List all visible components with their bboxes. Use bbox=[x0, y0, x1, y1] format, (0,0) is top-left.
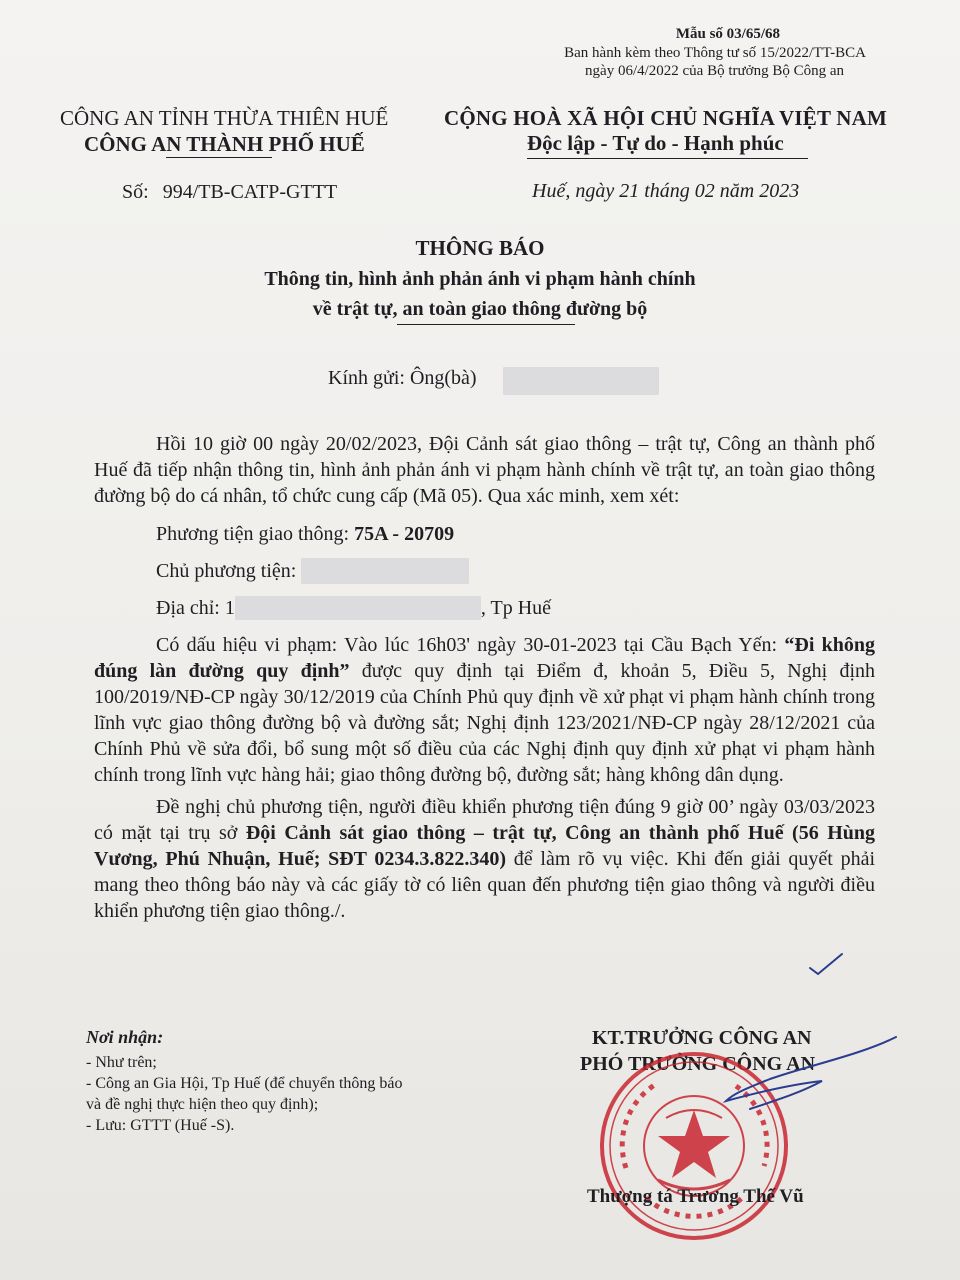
request-detail: để làm rõ vụ việc. Khi đến giải quyết phải mang theo thông báo này và các giấy tờ có liên quan đến phương tiện giao thông và người điều khiển phương tiện giao thông./. bbox=[94, 848, 876, 922]
recipient-item: - Công an Gia Hội, Tp Huế (để chuyển thông báo bbox=[86, 1075, 403, 1092]
motto-underline bbox=[527, 158, 808, 159]
address-line bbox=[94, 595, 875, 621]
recipient-item: - Như trên; bbox=[86, 1054, 157, 1071]
national-motto: Độc lập - Tự do - Hạnh phúc bbox=[527, 131, 784, 155]
request-place: Đội Cảnh sát giao thông – trật tự, Công an thành phố Huế (56 Hùng Vương, Phú Nhuận, Huế; SĐT 0234.3.822.340) bbox=[94, 822, 875, 870]
vehicle-plate: 75A - 20709 bbox=[354, 523, 455, 545]
owner-label: Chủ phương tiện: bbox=[156, 560, 297, 582]
signature-title-2: PHÓ TRƯỞNG CÔNG AN bbox=[580, 1053, 816, 1075]
form-number: Mẫu số 03/65/68 bbox=[675, 26, 780, 42]
violation-lead: Có dấu hiệu vi phạm: Vào lúc 16h03' ngày 30-01-2023 tại Cầu Bạch Yến: bbox=[156, 634, 778, 656]
signature-title-1: KT.TRƯỞNG CÔNG AN bbox=[592, 1027, 812, 1049]
recipient-item: - Lưu: GTTT (Huế -S). bbox=[86, 1117, 235, 1134]
owner-line bbox=[94, 558, 875, 584]
document-number bbox=[122, 181, 337, 204]
document-subtitle-1: Thông tin, hình ảnh phản ánh vi phạm hành chính bbox=[264, 268, 696, 290]
redacted-address bbox=[235, 596, 481, 620]
agency-unit: CÔNG AN THÀNH PHỐ HUẾ bbox=[84, 132, 365, 156]
request-lead: Đề nghị chủ phương tiện, người điều khiển phương tiện đúng 9 giờ 00’ ngày 03/03/2023 có mặt tại trụ sở bbox=[94, 796, 875, 844]
signature-icon bbox=[690, 1035, 900, 1195]
request-paragraph bbox=[94, 794, 875, 924]
redacted-recipient-name bbox=[503, 367, 659, 395]
form-issued-line2: ngày 06/4/2022 của Bộ trưởng Bộ Công an bbox=[585, 63, 844, 79]
agency-underline bbox=[166, 157, 272, 158]
document-title: THÔNG BÁO bbox=[415, 236, 545, 260]
subtitle-underline bbox=[397, 324, 575, 325]
place-date: Huế, ngày 21 tháng 02 năm 2023 bbox=[532, 180, 800, 202]
recipients-list bbox=[86, 1052, 403, 1136]
vehicle-label: Phương tiện giao thông: bbox=[156, 523, 350, 545]
document-number-label: Số: bbox=[122, 181, 149, 203]
intro-paragraph: Hồi 10 giờ 00 ngày 20/02/2023, Đội Cảnh sát giao thông – trật tự, Công an thành phố Huế đã tiếp nhận thông tin, hình ảnh phản ánh vi phạm hành chính về trật tự, an toàn giao thông đường bộ do cá nhân, tổ chức cung cấp (Mã 05). Qua xác minh, xem xét: bbox=[94, 433, 875, 507]
address-label: Địa chỉ: bbox=[156, 597, 220, 619]
vehicle-line bbox=[94, 521, 875, 547]
violation-name: “Đi không đúng làn đường quy định” bbox=[94, 634, 876, 682]
national-title: CỘNG HOÀ XÃ HỘI CHỦ NGHĨA VIỆT NAM bbox=[444, 106, 887, 130]
document-subtitle-2: về trật tự, an toàn giao thông đường bộ bbox=[312, 298, 648, 320]
recipient-item: và đề nghị thực hiện theo quy định); bbox=[86, 1096, 319, 1113]
redacted-owner-name bbox=[301, 558, 469, 584]
document-body bbox=[94, 431, 875, 924]
form-issued-line1: Ban hành kèm theo Thông tư số 15/2022/TT-BCA bbox=[564, 45, 866, 61]
violation-detail: được quy định tại Điểm đ, khoản 5, Điều 5, Nghị định 100/2019/NĐ-CP ngày 30/12/2019 của Chính Phủ quy định về xử phạt vi phạm hành chính trong lĩnh vực giao thông đường bộ và đường sắt; Nghị định 123/2021/NĐ-CP ngày 28/12/2021 của Chính Phủ về sửa đổi, bổ sung một số điều của các Nghị định quy định xử phạt vi phạm hành chính trong lĩnh vực hàng hải; giao thông đường bộ, đường sắt; hàng không dân dụng. bbox=[94, 660, 876, 786]
violation-paragraph bbox=[94, 632, 875, 788]
agency-parent: CÔNG AN TỈNH THỪA THIÊN HUẾ bbox=[60, 106, 389, 130]
salutation: Kính gửi: Ông(bà) bbox=[328, 367, 477, 389]
signer-name: Thượng tá Trương Thế Vũ bbox=[587, 1186, 804, 1207]
check-mark-icon bbox=[808, 950, 844, 978]
document-number-value: 994/TB-CATP-GTTT bbox=[162, 181, 338, 203]
recipients-label: Nơi nhận: bbox=[86, 1027, 164, 1047]
address-prefix: 1 bbox=[224, 597, 235, 619]
address-suffix: , Tp Huế bbox=[480, 597, 552, 619]
